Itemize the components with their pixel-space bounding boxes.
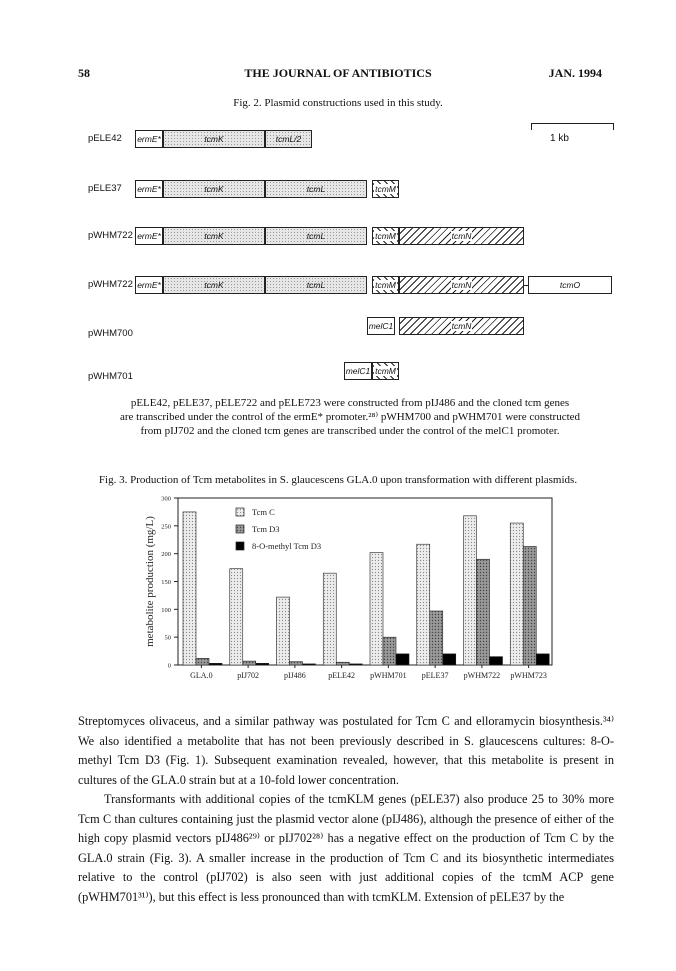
bar — [417, 544, 430, 665]
gene-tcmL: tcmL — [265, 227, 367, 245]
y-tick-label: 150 — [161, 579, 171, 586]
bar — [383, 637, 396, 665]
bar — [196, 658, 209, 665]
plasmid-label: pWHM701 — [88, 371, 133, 382]
plasmid-label: pWHM722 — [88, 230, 133, 241]
plasmid-label: pELE37 — [88, 183, 122, 194]
bar — [209, 663, 222, 665]
y-tick-label: 300 — [161, 495, 171, 503]
gene-tcmL2: tcmL/2 — [265, 130, 312, 148]
y-tick-label: 50 — [164, 634, 171, 642]
figure-2-note — [95, 396, 605, 438]
legend-label: Tcm C — [252, 507, 275, 517]
bar — [323, 573, 336, 665]
paragraph: Streptomyces olivaceus, and a similar pathway was postulated for Tcm C and elloramycin biosynthesis.³⁴⁾ We also identified a metabolite that has not been previously described in S. glaucescens cultures: 8-O-methyl Tcm D3 (Fig. 1). Subsequent examination revealed, however, that this metabolite is present in cultures of the GLA.0 strain but at a 10-fold lower concentration. — [78, 714, 614, 787]
bar — [523, 546, 536, 665]
gene-tcmM: tcmM — [372, 227, 399, 245]
x-tick-label: pIJ486 — [283, 671, 306, 680]
gene-tcmN: tcmN — [399, 276, 524, 294]
body-text — [78, 712, 614, 907]
gene-ermE: ermE* — [135, 276, 163, 294]
x-tick-label: pELE37 — [421, 671, 449, 680]
bar — [396, 654, 409, 665]
x-tick-label: pELE42 — [328, 671, 355, 680]
gene-melC1: melC1 — [344, 362, 372, 380]
gene-tcmK: tcmK — [163, 227, 265, 245]
bar — [443, 654, 456, 665]
y-tick-label: 100 — [161, 606, 171, 614]
note-line: from pIJ702 and the cloned tcm genes are transcribed under the control of the melC1 promoter. — [140, 425, 560, 437]
bar — [290, 662, 303, 665]
bar — [243, 661, 256, 665]
gene-tcmN: tcmN — [399, 317, 524, 335]
chart-legend — [236, 507, 321, 551]
bar — [303, 664, 316, 665]
bar — [370, 553, 383, 665]
bar — [277, 597, 290, 665]
gene-melC1: melC1 — [367, 317, 395, 335]
y-axis-label: metabolite production (mg/L) — [144, 516, 156, 647]
x-tick-label: pWHM722 — [463, 671, 501, 680]
bar — [464, 516, 477, 665]
bar — [336, 662, 349, 665]
y-tick-label: 250 — [161, 523, 171, 531]
gene-tcmM: tcmM — [372, 276, 399, 294]
x-tick-label: pWHM723 — [510, 671, 547, 680]
journal-title: THE JOURNAL OF ANTIBIOTICS — [244, 66, 432, 80]
gene-tcmL: tcmL — [265, 276, 367, 294]
bar — [430, 611, 443, 665]
legend-swatch — [236, 508, 244, 516]
gene-tcmM: tcmM — [372, 362, 399, 380]
x-tick-label: pIJ702 — [237, 671, 260, 680]
gene-tcmK: tcmK — [163, 276, 265, 294]
gene-tcmL: tcmL — [265, 180, 367, 198]
legend-label: 8-O-methyl Tcm D3 — [252, 541, 322, 551]
bar — [256, 663, 269, 665]
page-number: 58 — [78, 66, 90, 80]
gene-ermE: ermE* — [135, 180, 163, 198]
plasmid-label: pELE42 — [88, 133, 122, 144]
note-line: are transcribed under the control of the ermE* promoter.²⁸⁾ pWHM700 and pWHM701 were constructed — [119, 411, 581, 423]
plasmid-label: pWHM700 — [88, 328, 133, 339]
chart-bars — [183, 512, 549, 665]
bar — [510, 523, 523, 665]
legend-label: Tcm D3 — [252, 524, 280, 534]
paragraph: Transformants with additional copies of the tcmKLM genes (pELE37) also produce 25 to 30% more Tcm C than cultures containing just the plasmid vector alone (pIJ486), although the presence of either of the high copy plasmid vectors pIJ486²⁹⁾ or pIJ702²⁸⁾ has a negative effect on the production of Tcm C by the GLA.0 strain (Fig. 3). A smaller increase in the production of Tcm C and its biosynthetic intermediates relative to the control (pIJ702) is also seen with just additional copies of the tcmM ACP gene (pWHM701³¹⁾), but this effect is less pronounced than with tcmKLM. Extension of pELE37 by the — [78, 792, 614, 904]
gene-ermE: ermE* — [135, 227, 163, 245]
gene-tcmO: tcmO — [528, 276, 612, 294]
bar — [230, 569, 243, 665]
chart-axes — [144, 496, 552, 681]
scale-bar-label: 1 kb — [550, 133, 569, 144]
gene-tcmN: tcmN — [399, 227, 524, 245]
issue-date: JAN. 1994 — [548, 66, 602, 80]
figure-2-caption: Fig. 2. Plasmid constructions used in this study. — [233, 97, 443, 109]
scale-bar — [531, 123, 614, 130]
bar — [490, 657, 503, 665]
legend-swatch — [236, 525, 244, 533]
plasmid-label: pWHM722 — [88, 279, 133, 290]
x-tick-label: pWHM701 — [370, 671, 407, 680]
note-line: pELE42, pELE37, pELE722 and pELE723 were constructed from pIJ486 and the cloned tcm genes — [130, 397, 570, 409]
gene-tcmK: tcmK — [163, 180, 265, 198]
gene-tcmM: tcmM — [372, 180, 399, 198]
bar — [477, 559, 490, 665]
bar-chart — [140, 490, 560, 695]
y-tick-label: 0 — [167, 662, 171, 670]
bar — [536, 654, 549, 665]
gene-ermE: ermE* — [135, 130, 163, 148]
y-tick-label: 200 — [161, 551, 171, 559]
gene-tcmK: tcmK — [163, 130, 265, 148]
bar — [183, 512, 196, 665]
x-tick-label: GLA.0 — [190, 671, 213, 680]
legend-swatch — [236, 542, 244, 550]
bar — [349, 664, 362, 665]
figure-3-caption: Fig. 3. Production of Tcm metabolites in S. glaucescens GLA.0 upon transformation with different plasmids. — [98, 474, 578, 486]
